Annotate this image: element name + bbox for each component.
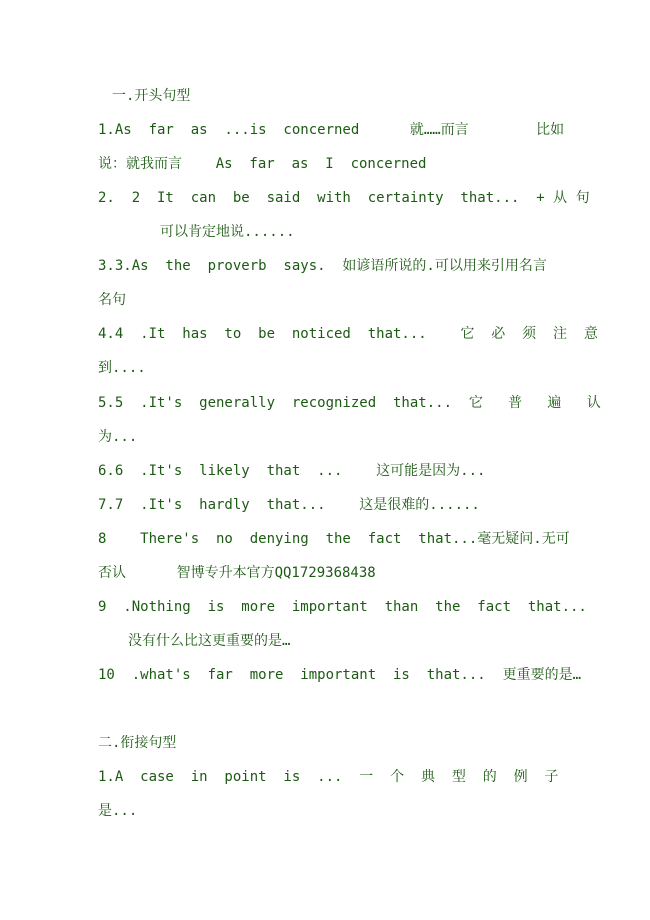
text-line: 1.A case in point is ... 一 个 典 型 的 例 子: [98, 769, 559, 785]
text-line: 否认 智博专升本官方QQ1729368438: [98, 565, 376, 581]
text-line: 5.5 .It's generally recognized that... 它 普 遍 认: [98, 395, 601, 411]
text-line: 1.As far as ...is concerned 就……而言 比如: [98, 122, 565, 138]
text-line: 可以肯定地说......: [160, 224, 295, 240]
text-line: 名句: [98, 292, 126, 308]
text-line: 9 .Nothing is more important than the fact that...: [98, 599, 587, 615]
text-line: 7.7 .It's hardly that... 这是很难的......: [98, 497, 480, 513]
text-line: 说：就我而言 As far as I concerned: [98, 156, 427, 172]
text-line: 是...: [98, 803, 138, 819]
text-line: 10 .what's far more important is that... 更重要的是…: [98, 667, 582, 683]
text-line: 6.6 .It's likely that ... 这可能是因为...: [98, 463, 486, 479]
text-line: 8 There's no denying the fact that...毫无疑问.无可: [98, 531, 570, 547]
text-line: 为...: [98, 429, 138, 445]
text-line: 2. 2 It can be said with certainty that... + 从 句: [98, 190, 590, 206]
text-line: 到....: [98, 360, 146, 376]
text-line: 没有什么比这更重要的是…: [128, 633, 291, 649]
text-line: 3.3.As the proverb says. 如谚语所说的.可以用来引用名言: [98, 258, 547, 274]
section-heading-2: 二.衔接句型: [98, 735, 177, 751]
text-line: 4.4 .It has to be noticed that... 它 必 须 注 意: [98, 326, 598, 342]
section-heading-1: 一.开头句型: [112, 88, 191, 104]
